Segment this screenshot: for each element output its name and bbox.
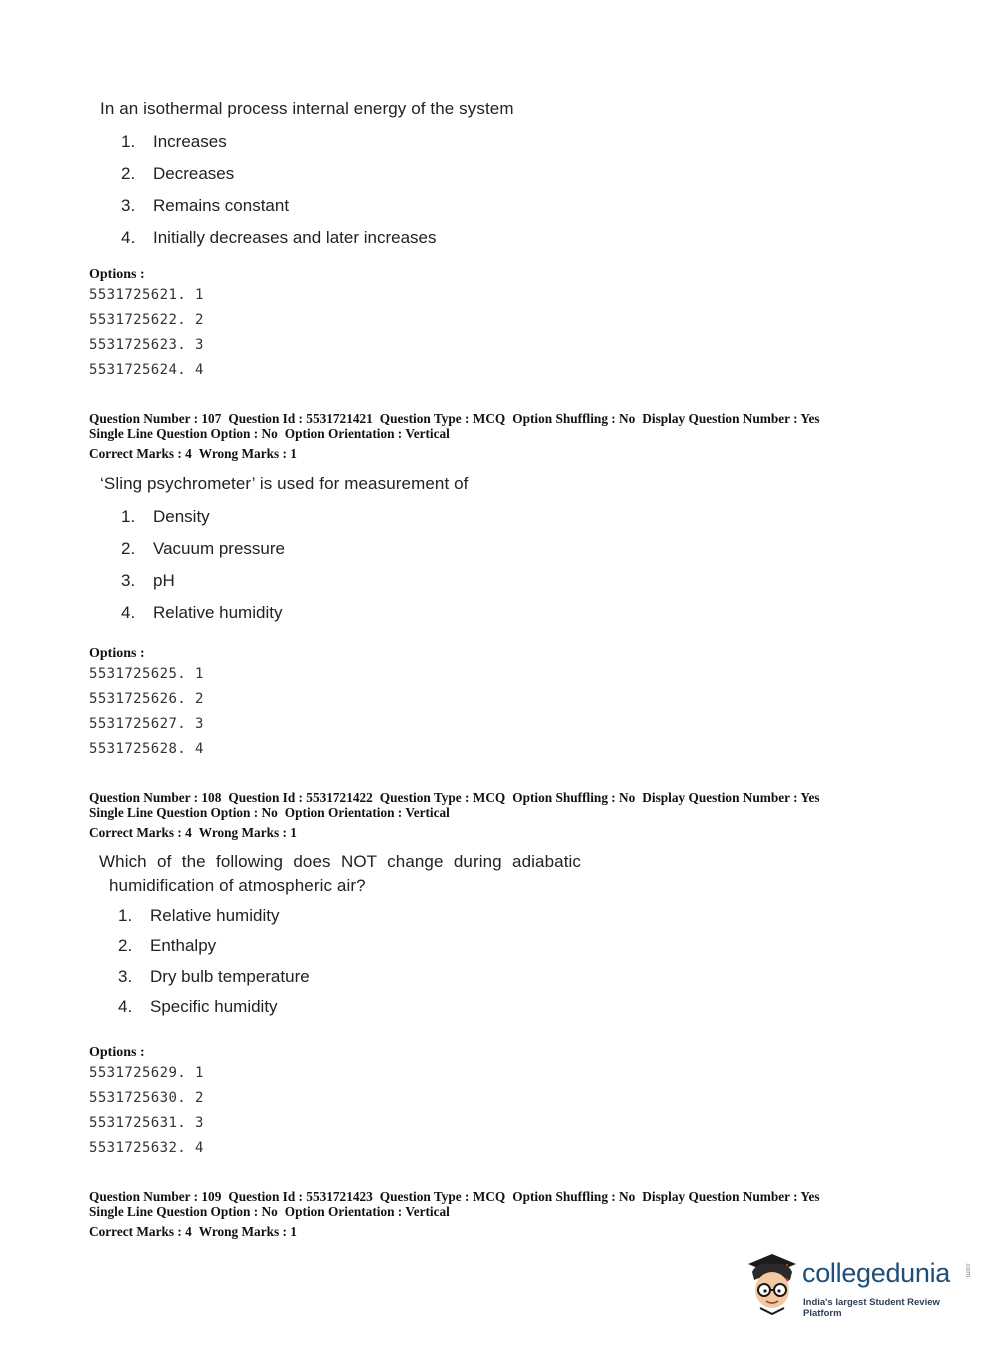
choice-item: 2. Enthalpy [118,936,217,955]
choice-item: 2. Vacuum pressure [121,539,285,558]
option-id: 5531725625. 1 [89,666,204,682]
question-meta-line1: Question Number : 107 Question Id : 5531721421 Question Type : MCQ Option Shuffling : No Display Question Number : Yes [89,411,820,426]
brand-name: collegedunia [802,1258,951,1288]
marks-line: Correct Marks : 4 Wrong Marks : 1 [89,825,297,840]
option-id: 5531725629. 1 [89,1065,204,1081]
choice-item: 3. Dry bulb temperature [118,967,310,986]
option-id: 5531725631. 3 [89,1115,204,1131]
option-id: 5531725627. 3 [89,716,204,732]
question-text: Which of the following does NOT change during adiabatic [99,852,581,871]
choice-item: 1. Increases [121,132,227,151]
choice-item: 4. Relative humidity [121,603,283,622]
choice-item: 3. pH [121,571,175,590]
choice-item: 4. Specific humidity [118,997,278,1016]
options-label: Options : [89,646,145,661]
question-text: ‘Sling psychrometer’ is used for measurement of [100,474,469,493]
choice-item: 2. Decreases [121,164,235,183]
option-id: 5531725624. 4 [89,362,204,378]
option-id: 5531725632. 4 [89,1140,204,1156]
option-id: 5531725626. 2 [89,691,204,707]
brand-suffix: .com [964,1262,971,1278]
marks-line: Correct Marks : 4 Wrong Marks : 1 [89,446,297,461]
choice-item: 1. Relative humidity [118,906,280,925]
option-id: 5531725621. 1 [89,287,204,303]
choice-item: 3. Remains constant [121,196,290,215]
options-label: Options : [89,267,145,282]
marks-line: Correct Marks : 4 Wrong Marks : 1 [89,1224,297,1239]
question-meta-line2: Single Line Question Option : No Option Orientation : Vertical [89,1204,450,1219]
question-meta-line2: Single Line Question Option : No Option Orientation : Vertical [89,805,450,820]
option-id: 5531725628. 4 [89,741,204,757]
choice-item: 4. Initially decreases and later increases [121,228,437,247]
collegedunia-logo[interactable] [742,1250,972,1320]
student-mascot-icon [742,1250,800,1316]
options-label: Options : [89,1045,145,1060]
option-id: 5531725623. 3 [89,337,204,353]
question-meta-line2: Single Line Question Option : No Option Orientation : Vertical [89,426,450,441]
question-meta-line1: Question Number : 108 Question Id : 5531721422 Question Type : MCQ Option Shuffling : No Display Question Number : Yes [89,790,820,805]
question-text-continued: humidification of atmospheric air? [109,876,366,895]
option-id: 5531725630. 2 [89,1090,204,1106]
question-meta-line1: Question Number : 109 Question Id : 5531721423 Question Type : MCQ Option Shuffling : No Display Question Number : Yes [89,1189,820,1204]
option-id: 5531725622. 2 [89,312,204,328]
question-text: In an isothermal process internal energy of the system [100,99,514,118]
choice-item: 1. Density [121,507,210,526]
brand-tagline: India's largest Student Review Platform [803,1297,940,1319]
